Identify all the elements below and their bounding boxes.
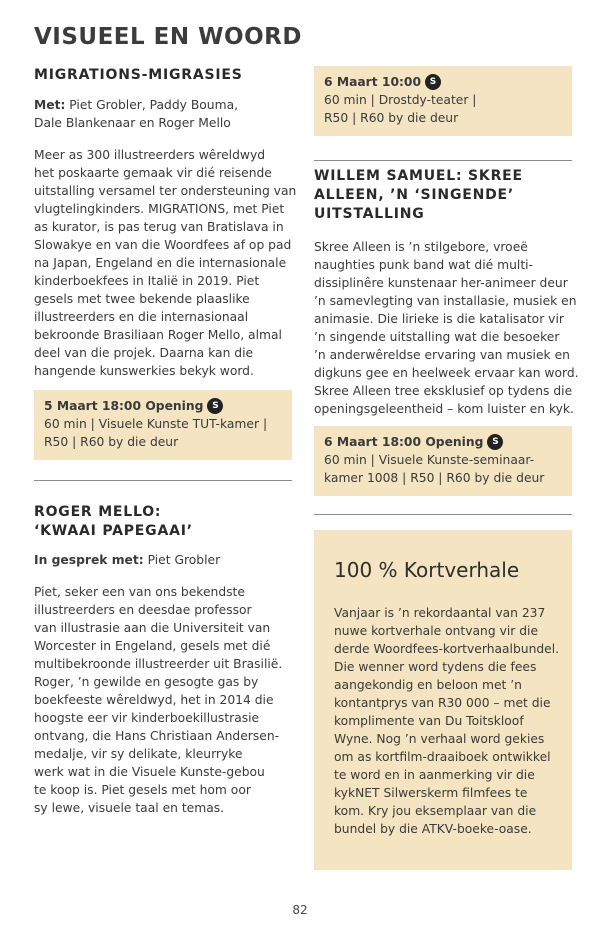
page-title: VISUEEL EN WOORD [34,24,302,50]
text-line: ’n singende uitstalling wat die besoeker [314,330,560,344]
samuel-heading-line-2: ALLEEN, ’N ‘SINGENDE’ [314,187,515,203]
text-line: het poskaarte gemaak vir dié reisende [34,166,272,180]
event-detail-line: 60 min | Drostdy-teater | [324,93,477,107]
mello-credits-label: In gesprek met: [34,553,144,567]
migrations-body [34,146,297,380]
event-time: 6 Maart 18:00 Opening [324,435,484,449]
text-line: ontvang, die Hans Christiaan Andersen- [34,729,280,743]
text-line: Piet, seker een van ons bekendste [34,585,245,599]
text-line: hoogste eer vir kinderboekillustrasie [34,711,260,725]
samuel-body [314,238,579,418]
mello-credits-value: Piet Grobler [143,553,221,567]
s-badge-icon: S [425,74,441,90]
text-line: komplimente van Du Toitskloof [334,714,524,728]
text-line: Meer as 300 illustreerders wêreldwyd [34,148,266,162]
text-line: kykNET Silwerskerm filmfees te [334,786,528,800]
text-line: Skree Alleen is ’n stilgebore, vroeë [314,240,528,254]
text-line: ’n anderwêreldse ervaring van musiek en [314,348,570,362]
text-line: uitstalling versamel ter ondersteuning van [34,184,297,198]
text-line: as kurator, is pas terug van Bratislava in [34,220,284,234]
text-line: bekroonde Brasiliaan Roger Mello, almal [34,328,282,342]
feature-body [334,604,560,838]
event-detail-line: kamer 1008 | R50 | R60 by die deur [324,471,545,485]
text-line: kinderboekfees in Italië in 2019. Piet [34,274,260,288]
text-line: ’n samevlegting van installasie, musiek en [314,294,577,308]
text-line: na Japan, Engeland en die internasionale [34,256,287,270]
event-detail-line: 60 min | Visuele Kunste-seminaar- [324,453,535,467]
text-line: te koop is. Piet gesels met hom oor [34,783,251,797]
text-line: bundel by die ATKV-boeke-oase. [334,822,532,836]
text-line: vlugtelingkinders. MIGRATIONS, met Piet [34,202,285,216]
migrations-credits [34,96,292,132]
samuel-event-box [314,426,572,496]
text-line: Skree Alleen tree eksklusief op tydens die [314,384,573,398]
text-line: naughties punk band wat dié multi- [314,258,533,272]
text-line: sy lewe, visuele taal en temas. [34,801,225,815]
text-line: om as kortfilm-draaiboek ontwikkel [334,750,551,764]
migrations-heading: MIGRATIONS-MIGRASIES [34,67,243,83]
text-line: boekfeeste wêreldwyd, het in 2014 die [34,693,274,707]
page-number: 82 [292,903,308,917]
text-line: aangekondig en beloon met ’n [334,678,522,692]
mello-heading-line-2: ‘KWAAI PAPEGAAI’ [34,523,193,539]
text-line: illustreerders en die internasionaal [34,310,249,324]
text-line: animasie. Die lirieke is die katalisator vir [314,312,564,326]
migrations-credits-label: Met: [34,98,66,112]
migrations-credits-line-1: Piet Grobler, Paddy Bouma, [65,98,239,112]
section-divider [314,160,572,161]
text-line: hangende kunswerkies bekyk word. [34,364,254,378]
right-column [314,66,579,515]
event-time: 6 Maart 10:00 [324,75,422,89]
event-detail-line: R50 | R60 by die deur [44,435,179,449]
text-line: openingsgeleentheid – kom luister en kyk. [314,402,574,416]
text-line: Slowakye en van die Woordfees af op pad [34,238,292,252]
text-line: Vanjaar is ’n rekordaantal van 237 [334,606,546,620]
text-line: multibekroonde illustreerder uit Brasilië. [34,657,283,671]
text-line: te word en in aanmerking vir die [334,768,535,782]
mello-credits [34,551,292,569]
mello-body [34,583,292,817]
text-line: deel van die projek. Daarna kan die [34,346,254,360]
text-line: derde Woordfees-kortverhaalbundel. [334,642,560,656]
text-line: van illustrasie aan die Universiteit van [34,621,271,635]
text-line: Wyne. Nog ’n verhaal word gekies [334,732,545,746]
migrations-credits-line-2: Dale Blankenaar en Roger Mello [34,116,231,130]
s-badge-icon: S [487,434,503,450]
text-line: kontantprys van R30 000 – met die [334,696,551,710]
samuel-heading-line-1: WILLEM SAMUEL: SKREE [314,168,523,184]
mello-heading [34,503,292,541]
text-line: werk wat in die Visuele Kunste-gebou [34,765,265,779]
s-badge-icon: S [207,398,223,414]
text-line: nuwe kortverhale ontvang vir die [334,624,539,638]
samuel-heading-line-3: UITSTALLING [314,206,425,222]
kortverhale-feature-box [314,530,572,870]
text-line: Die wenner word tydens die fees [334,660,537,674]
migrations-event-box [34,390,292,460]
feature-title: 100 % Kortverhale [334,558,520,582]
text-line: Worcester in Engeland, gesels met dié [34,639,271,653]
samuel-heading [314,167,572,224]
text-line: dissiplinêre kunstenaar her-animeer deur [314,276,568,290]
left-column [34,66,297,817]
event-time: 5 Maart 18:00 Opening [44,399,204,413]
event-detail-line: R50 | R60 by die deur [324,111,459,125]
text-line: illustreerders en deesdae professor [34,603,252,617]
event-detail-line: 60 min | Visuele Kunste TUT-kamer | [44,417,268,431]
text-line: gesels met twee bekende plaaslike [34,292,250,306]
mello-heading-line-1: ROGER MELLO: [34,504,162,520]
text-line: Roger, ’n gewilde en gesogte gas by [34,675,259,689]
text-line: digkuns gee en heelweek ervaar kan word. [314,366,579,380]
text-line: kom. Kry jou eksemplaar van die [334,804,537,818]
section-divider [314,514,572,515]
first-event-box [314,66,572,136]
text-line: medalje, vir sy delikate, kleurryke [34,747,243,761]
section-divider [34,480,292,481]
